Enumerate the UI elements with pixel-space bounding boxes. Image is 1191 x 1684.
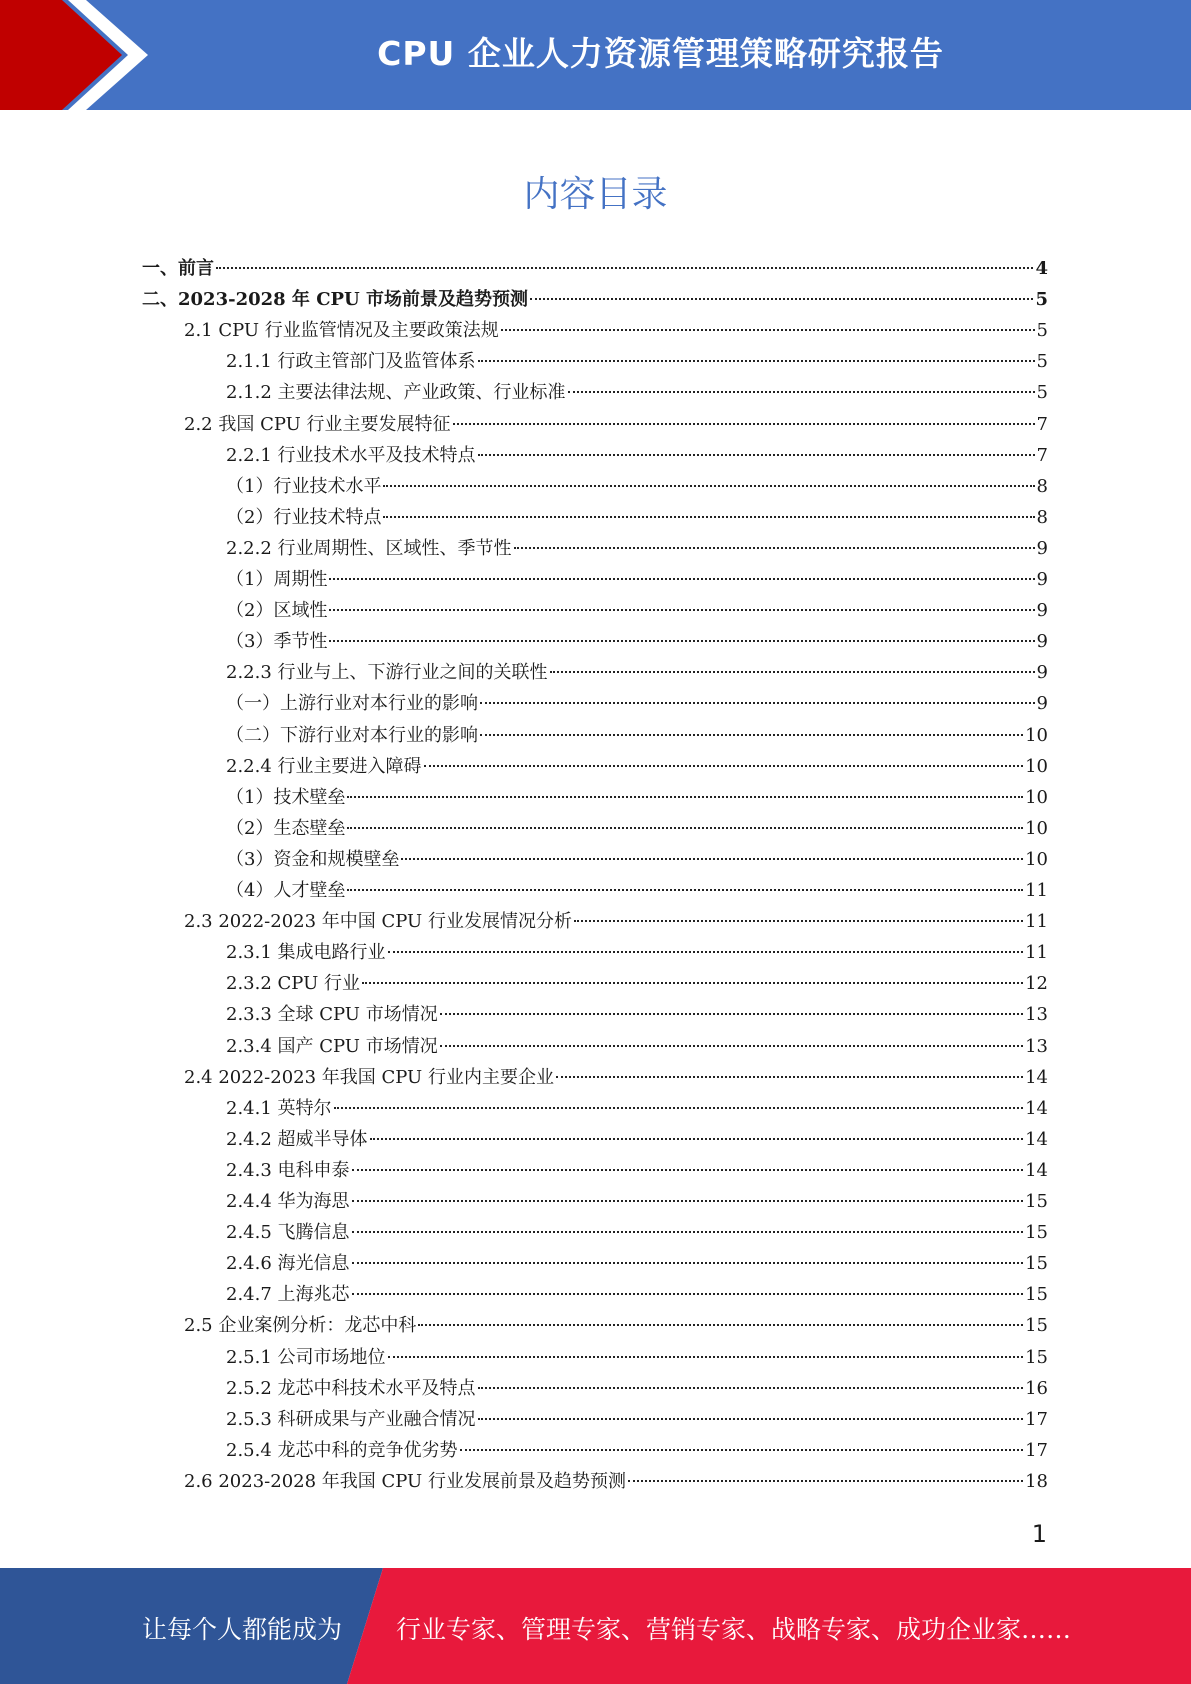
toc-entry-label: 2.5 企业案例分析：龙芯中科 [184, 1315, 417, 1337]
toc-dot-leader [383, 485, 1034, 487]
toc-entry-label: 2.3.3 全球 CPU 市场情况 [226, 1004, 438, 1026]
toc-entry-page: 18 [1025, 1470, 1048, 1492]
toc-entry-label: 二、2023-2028 年 CPU 市场前景及趋势预测 [142, 289, 529, 311]
toc-entry-page: 11 [1025, 942, 1048, 964]
toc-entry[interactable] [226, 999, 1048, 1030]
toc-dot-leader [329, 578, 1034, 580]
toc-dot-leader [362, 982, 1023, 984]
toc-entry[interactable] [226, 1093, 1048, 1124]
footer-slogan-right: 行业专家、管理专家、营销专家、战略专家、成功企业家…… [396, 1615, 1072, 1644]
toc-dot-leader [352, 1200, 1024, 1202]
toc-entry[interactable] [226, 1217, 1048, 1248]
toc-entry-page: 9 [1036, 600, 1048, 622]
toc-entry-label: 2.3 2022-2023 年中国 CPU 行业发展情况分析 [184, 911, 572, 933]
toc-dot-leader [478, 454, 1035, 456]
page-footer [0, 1568, 1191, 1684]
toc-entry-page: 16 [1025, 1377, 1048, 1399]
footer-slogan-left: 让每个人都能成为 [142, 1615, 343, 1644]
toc-entry[interactable] [226, 440, 1048, 471]
toc-dot-leader [216, 267, 1033, 269]
toc-entry-label: 2.4 2022-2023 年我国 CPU 行业内主要企业 [184, 1066, 554, 1088]
toc-entry-page: 17 [1025, 1439, 1048, 1461]
toc-dot-leader [329, 609, 1034, 611]
toc-entry[interactable] [226, 1342, 1048, 1373]
toc-entry-page: 5 [1035, 289, 1048, 311]
toc-entry-page: 9 [1036, 693, 1048, 715]
toc-entry[interactable] [226, 595, 1048, 626]
toc-entry[interactable] [226, 346, 1048, 377]
page-number: 1 [1031, 1520, 1047, 1548]
toc-entry[interactable] [184, 906, 1048, 937]
toc-entry[interactable] [226, 533, 1048, 564]
toc-dot-leader [352, 1169, 1024, 1171]
toc-dot-leader [347, 827, 1023, 829]
toc-dot-leader [574, 920, 1023, 922]
toc-entry[interactable] [226, 564, 1048, 595]
toc-entry[interactable] [226, 844, 1048, 875]
toc-dot-leader [478, 360, 1035, 362]
toc-entry[interactable] [226, 1435, 1048, 1466]
toc-entry-label: 一、前言 [142, 258, 214, 279]
toc-dot-leader [418, 1324, 1023, 1326]
toc-entry-label: （2）区域性 [226, 600, 328, 622]
toc-entry[interactable] [184, 1466, 1048, 1497]
toc-entry-page: 5 [1036, 382, 1048, 404]
toc-entry-page: 15 [1025, 1222, 1048, 1244]
toc-entry-page: 9 [1036, 662, 1048, 684]
toc-entry-label: 2.4.7 上海兆芯 [226, 1284, 350, 1306]
toc-dot-leader [383, 516, 1034, 518]
toc-dot-leader [347, 889, 1023, 891]
toc-dot-leader [480, 702, 1035, 704]
toc-dot-leader [388, 1356, 1024, 1358]
toc-dot-leader [401, 858, 1023, 860]
toc-entry-label: 2.3.2 CPU 行业 [226, 973, 360, 995]
toc-dot-leader [352, 1293, 1024, 1295]
toc-dot-leader [347, 796, 1023, 798]
toc-entry-label: 2.5.4 龙芯中科的竞争优劣势 [226, 1439, 458, 1461]
toc-entry-label: 2.6 2023-2028 年我国 CPU 行业发展前景及趋势预测 [184, 1470, 626, 1492]
toc-entry[interactable] [226, 1279, 1048, 1310]
toc-dot-leader [329, 640, 1034, 642]
toc-entry-label: 2.1.1 行政主管部门及监管体系 [226, 351, 476, 373]
toc-entry-label: 2.3.4 国产 CPU 市场情况 [226, 1035, 438, 1057]
toc-entry-page: 10 [1025, 817, 1048, 839]
toc-entry-page: 12 [1025, 973, 1048, 995]
toc-entry[interactable] [226, 377, 1048, 408]
toc-dot-leader [352, 1231, 1024, 1233]
toc-entry[interactable] [226, 937, 1048, 968]
toc-entry-label: （一）上游行业对本行业的影响 [226, 693, 478, 715]
toc-dot-leader [556, 1076, 1023, 1078]
toc-entry-label: （1）技术壁垒 [226, 786, 346, 808]
toc-entry-page: 17 [1025, 1408, 1048, 1430]
toc-entry-page: 15 [1025, 1315, 1048, 1337]
toc-entry[interactable] [226, 720, 1048, 751]
toc-entry[interactable] [226, 657, 1048, 688]
toc-dot-leader [352, 1262, 1024, 1264]
toc-entry-label: 2.2.4 行业主要进入障碍 [226, 755, 422, 777]
toc-entry-page: 9 [1036, 569, 1048, 590]
toc-entry[interactable] [226, 1031, 1048, 1062]
toc-entry-page: 4 [1035, 258, 1048, 279]
toc-heading: 内容目录 [523, 174, 668, 215]
toc-entry-label: 2.2.2 行业周期性、区域性、季节性 [226, 537, 512, 559]
toc-entry-label: 2.1.2 主要法律法规、产业政策、行业标准 [226, 382, 566, 404]
toc-entry-page: 10 [1025, 848, 1048, 870]
toc-entry[interactable] [226, 626, 1048, 657]
toc-entry-page: 7 [1036, 444, 1048, 466]
toc-dot-leader [501, 329, 1035, 331]
toc-dot-leader [628, 1480, 1023, 1482]
toc-dot-leader [440, 1013, 1023, 1015]
toc-entry-label: 2.5.1 公司市场地位 [226, 1346, 386, 1368]
toc-entry[interactable] [226, 875, 1048, 906]
toc-entry[interactable] [142, 284, 1048, 315]
toc-dot-leader [460, 1449, 1024, 1451]
toc-entry[interactable] [226, 1124, 1048, 1155]
toc-entry-label: （3）季节性 [226, 631, 328, 653]
toc-entry-label: （1）周期性 [226, 569, 328, 590]
toc-dot-leader [478, 1387, 1024, 1389]
toc-entry-page: 5 [1036, 351, 1048, 373]
toc-entry-label: 2.4.2 超威半导体 [226, 1128, 368, 1150]
toc-entry-page: 15 [1025, 1191, 1048, 1212]
toc-entry-label: 2.4.1 英特尔 [226, 1097, 332, 1119]
toc-entry-label: （3）资金和规模壁垒 [226, 848, 400, 870]
toc-entry-label: 2.4.4 华为海思 [226, 1191, 350, 1212]
toc-entry-label: 2.2.3 行业与上、下游行业之间的关联性 [226, 662, 548, 684]
toc-entry[interactable] [184, 1310, 1048, 1341]
toc-entry-page: 15 [1025, 1253, 1048, 1275]
toc-entry-page: 14 [1025, 1128, 1048, 1150]
toc-entry-label: （二）下游行业对本行业的影响 [226, 724, 478, 746]
toc-dot-leader [550, 671, 1035, 673]
toc-entry[interactable] [226, 751, 1048, 782]
toc-entry[interactable] [184, 409, 1048, 440]
toc-entry-label: （2）生态壁垒 [226, 817, 346, 839]
toc-dot-leader [440, 1045, 1023, 1047]
toc-entry[interactable] [226, 688, 1048, 719]
toc-entry[interactable] [226, 782, 1048, 813]
toc-entry-page: 13 [1025, 1035, 1048, 1057]
toc-entry[interactable] [226, 1248, 1048, 1279]
toc-entry-page: 14 [1025, 1097, 1048, 1119]
toc-entry-page: 13 [1025, 1004, 1048, 1026]
toc-entry-page: 9 [1036, 537, 1048, 559]
toc-dot-leader [388, 951, 1024, 953]
document-title: CPU 企业人力资源管理策略研究报告 [377, 34, 944, 73]
toc-entry-page: 9 [1036, 631, 1048, 653]
toc-entry-page: 14 [1025, 1066, 1048, 1088]
toc-entry-label: 2.4.5 飞腾信息 [226, 1222, 350, 1244]
toc-dot-leader [478, 1418, 1024, 1420]
toc-entry-label: 2.1 CPU 行业监管情况及主要政策法规 [184, 320, 499, 342]
toc-entry[interactable] [226, 1155, 1048, 1186]
toc-entry-page: 8 [1036, 506, 1048, 528]
toc-entry-page: 11 [1025, 911, 1048, 933]
toc-entry-page: 14 [1025, 1159, 1048, 1181]
toc-entry[interactable] [226, 968, 1048, 999]
toc-dot-leader [453, 423, 1035, 425]
toc-entry-label: 2.3.1 集成电路行业 [226, 942, 386, 964]
toc-dot-leader [530, 298, 1033, 300]
page-header [0, 0, 1191, 110]
toc-dot-leader [370, 1138, 1024, 1140]
toc-entry-label: （2）行业技术特点 [226, 506, 382, 528]
toc-entry-page: 5 [1036, 320, 1048, 342]
toc-entry-label: 2.2.1 行业技术水平及技术特点 [226, 444, 476, 466]
toc-entry[interactable] [142, 253, 1048, 284]
toc-entry-page: 15 [1025, 1346, 1048, 1368]
toc-entry-page: 10 [1025, 755, 1048, 777]
toc-entry-label: 2.2 我国 CPU 行业主要发展特征 [184, 413, 451, 435]
toc-entry[interactable] [226, 813, 1048, 844]
toc-entry-page: 8 [1036, 475, 1048, 497]
toc-entry[interactable] [184, 315, 1048, 346]
toc-entry[interactable] [226, 1404, 1048, 1435]
toc-entry[interactable] [184, 1062, 1048, 1093]
toc-entry[interactable] [226, 1373, 1048, 1404]
toc-entry[interactable] [226, 471, 1048, 502]
toc-entry-label: 2.4.3 电科申泰 [226, 1159, 350, 1181]
toc-entry[interactable] [226, 1186, 1048, 1217]
toc-dot-leader [334, 1107, 1024, 1109]
header-chevron-decoration [0, 0, 160, 110]
toc-entry-page: 7 [1036, 413, 1048, 435]
toc-dot-leader [568, 391, 1035, 393]
toc-entry-page: 15 [1025, 1284, 1048, 1306]
toc-entry[interactable] [226, 502, 1048, 533]
toc-dot-leader [424, 765, 1024, 767]
toc-entry-label: （4）人才壁垒 [226, 880, 346, 901]
toc-entry-label: 2.4.6 海光信息 [226, 1253, 350, 1275]
toc-dot-leader [514, 547, 1035, 549]
toc-dot-leader [480, 734, 1023, 736]
toc-entry-page: 10 [1025, 724, 1048, 746]
toc-entry-label: 2.5.3 科研成果与产业融合情况 [226, 1408, 476, 1430]
toc-entry-page: 11 [1025, 880, 1048, 901]
toc-entry-label: （1）行业技术水平 [226, 475, 382, 497]
toc-entry-label: 2.5.2 龙芯中科技术水平及特点 [226, 1377, 476, 1399]
toc-entry-page: 10 [1025, 786, 1048, 808]
